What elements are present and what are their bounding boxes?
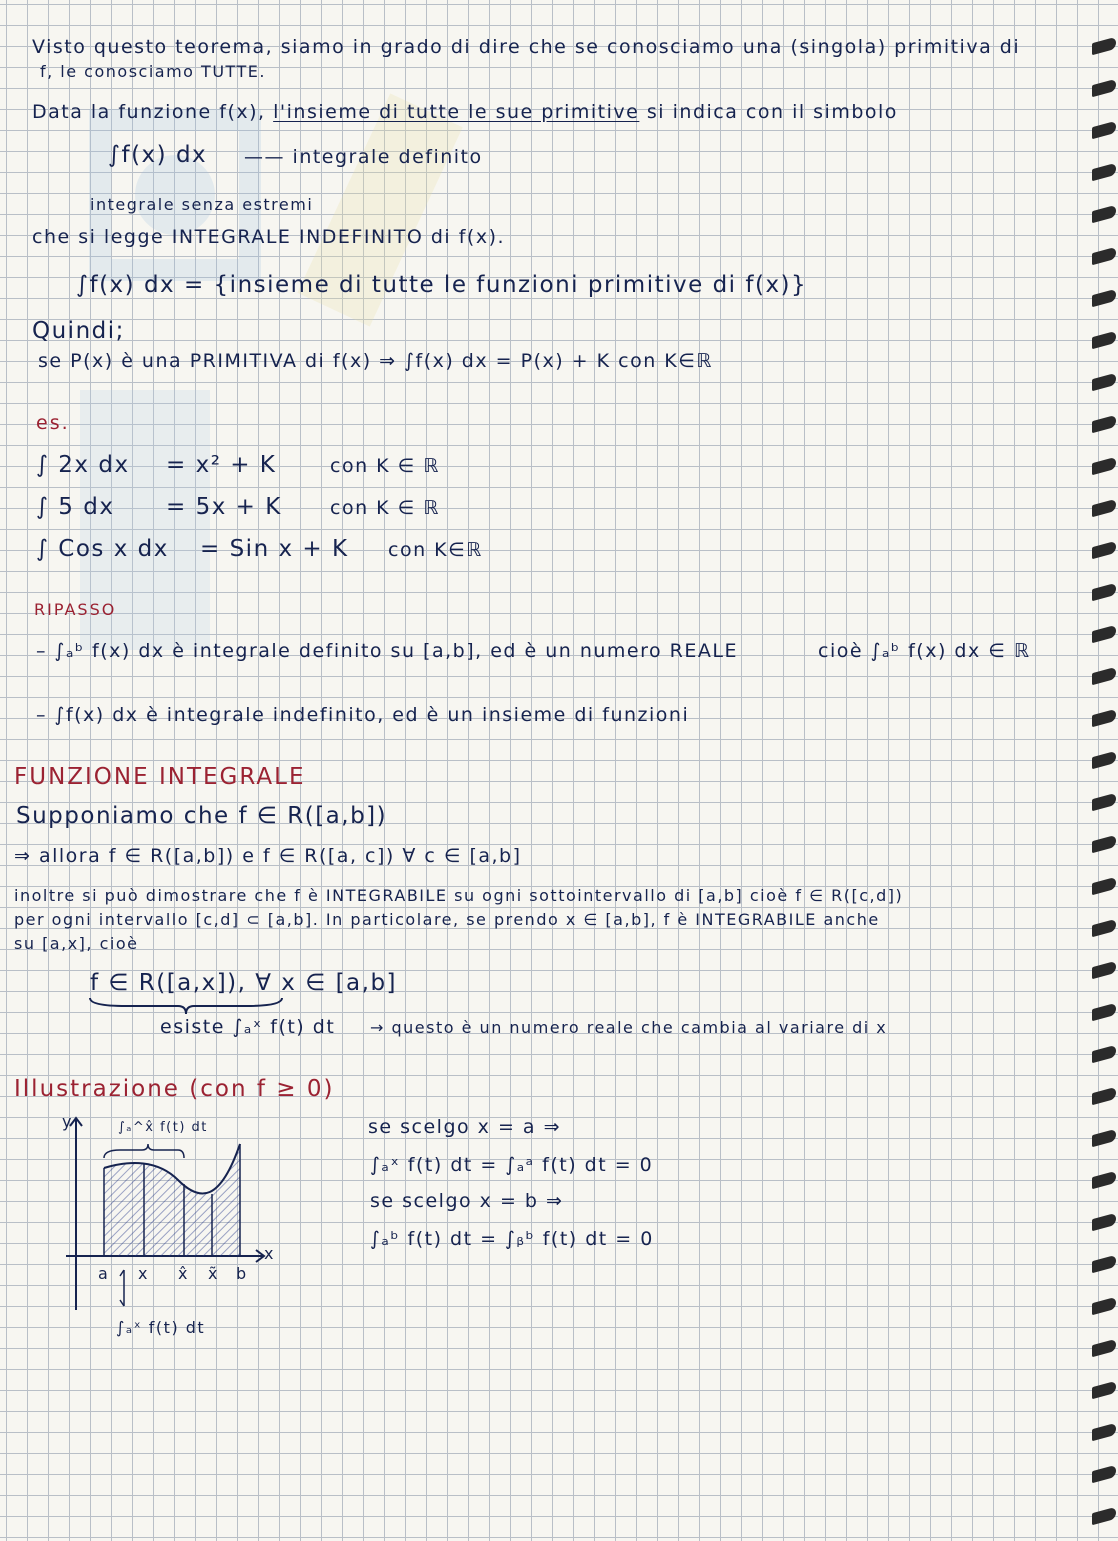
quindi-title: Quindi; [32, 318, 125, 344]
binding-ring [1092, 457, 1116, 475]
case-1-eq: ∫ₐˣ f(t) dt = ∫ₐᵃ f(t) dt = 0 [370, 1154, 654, 1176]
binding-ring [1092, 667, 1116, 685]
graph-top-label: ∫ₐ^x̂ f(t) dt [118, 1120, 208, 1135]
binding-ring [1092, 1045, 1116, 1063]
data-line [32, 101, 898, 123]
binding-ring [1092, 709, 1116, 727]
underbrace [86, 994, 286, 1016]
example-row-lhs: ∫ 5 dx [36, 494, 115, 520]
data-line-end: si indica con il simbolo [646, 101, 898, 123]
data-line-start: Data la funzione f(x), [32, 101, 266, 123]
graph-bottom-label: ∫ₐˣ f(t) dt [116, 1318, 206, 1337]
tick-b: b [236, 1264, 248, 1283]
theorem-line-2: f, le conosciamo TUTTE. [40, 62, 266, 81]
case-1-head: se scelgo x = a ⇒ [368, 1116, 562, 1138]
tick-x-hat: x̂ [178, 1264, 189, 1283]
tick-a: a [98, 1264, 110, 1283]
fi-line-3: inoltre si può dimostrare che f è INTEGRABILE su ogni sottointervallo di [a,b] cioè f ∈ R([c,d]) [14, 886, 904, 905]
illustrazione-title: Illustrazione (con f ≥ 0) [14, 1076, 335, 1102]
binding-ring [1092, 1465, 1116, 1483]
binding-ring [1092, 205, 1116, 223]
example-row-cond: con K ∈ ℝ [330, 455, 440, 477]
example-row-cond: con K ∈ ℝ [330, 497, 440, 519]
binding-ring [1092, 247, 1116, 265]
tick-x-tilde: x̃ [208, 1264, 219, 1283]
area-under-curve [104, 1144, 240, 1256]
binding-ring [1092, 79, 1116, 97]
ripasso-item-1: – ∫ₐᵇ f(x) dx è integrale definito su [a,b], ed è un numero REALE [36, 640, 738, 662]
set-definition: ∫f(x) dx = {insieme di tutte le funzioni primitive di f(x)} [76, 272, 808, 298]
ripasso-item-1-cont: cioè ∫ₐᵇ f(x) dx ∈ ℝ [818, 640, 1031, 662]
examples-label: es. [36, 412, 70, 434]
binding-ring [1092, 163, 1116, 181]
ripasso-title: RIPASSO [34, 600, 117, 619]
binding-ring [1092, 331, 1116, 349]
binding-ring [1092, 919, 1116, 937]
fi-line-5: su [a,x], cioè [14, 934, 139, 953]
binding-ring [1092, 289, 1116, 307]
binding-ring [1092, 1423, 1116, 1441]
binding-ring [1092, 541, 1116, 559]
binding-ring [1092, 1003, 1116, 1021]
area-graph [60, 1110, 300, 1350]
example-row-lhs: ∫ Cos x dx [36, 536, 169, 562]
fi-line-4: per ogni intervallo [c,d] ⊂ [a,b]. In particolare, se prendo x ∈ [a,b], f è INTEGRABILE anche [14, 910, 880, 929]
fi-line-1: Supponiamo che f ∈ R([a,b]) [16, 803, 388, 829]
binding-ring [1092, 835, 1116, 853]
binding-ring [1092, 1381, 1116, 1399]
graph-y-label: y [62, 1112, 73, 1131]
graph-x-label: x [264, 1244, 275, 1263]
binding-ring [1092, 499, 1116, 517]
example-row-rhs: = 5x + K [166, 494, 282, 520]
binding-ring [1092, 373, 1116, 391]
fi-line-6: f ∈ R([a,x]), ∀ x ∈ [a,b] [90, 970, 398, 996]
example-row-rhs: = Sin x + K [200, 536, 349, 562]
binding-ring [1092, 1129, 1116, 1147]
example-row-rhs: = x² + K [166, 452, 277, 478]
case-2-eq: ∫ₐᵇ f(t) dt = ∫ᵦᵇ f(t) dt = 0 [370, 1228, 654, 1250]
fi-line-7a: esiste ∫ₐˣ f(t) dt [160, 1016, 336, 1038]
binding-ring [1092, 1171, 1116, 1189]
symbol-sub-label: integrale senza estremi [90, 195, 314, 214]
example-row-lhs: ∫ 2x dx [36, 452, 130, 478]
binding-ring [1092, 751, 1116, 769]
example-row-cond: con K∈ℝ [388, 539, 483, 561]
binding-ring [1092, 121, 1116, 139]
theorem-line-1: Visto questo teorema, siamo in grado di dire che se conosciamo una (singola) primitiva di [32, 36, 1021, 58]
quindi-line: se P(x) è una PRIMITIVA di f(x) ⇒ ∫f(x) dx = P(x) + K con K∈ℝ [38, 350, 713, 372]
symbol-dash-label: —— integrale definito [244, 146, 483, 168]
indefinite-integral-symbol: ∫f(x) dx [108, 142, 208, 168]
binding-ring [1092, 1297, 1116, 1315]
binding-ring [1092, 1213, 1116, 1231]
binding-ring [1092, 583, 1116, 601]
case-2-head: se scelgo x = b ⇒ [370, 1190, 564, 1212]
binding-ring [1092, 793, 1116, 811]
fi-line-2: ⇒ allora f ∈ R([a,b]) e f ∈ R([a, c]) ∀ c ∈ [a,b] [14, 845, 522, 867]
binding-ring [1092, 1255, 1116, 1273]
binding-ring [1092, 1339, 1116, 1357]
binding-ring [1092, 1087, 1116, 1105]
binding-ring [1092, 415, 1116, 433]
ripasso-item-2: – ∫f(x) dx è integrale indefinito, ed è un insieme di funzioni [36, 704, 690, 726]
spiral-binding [1088, 0, 1118, 1541]
read-as-line: che si legge INTEGRALE INDEFINITO di f(x). [32, 226, 506, 248]
data-line-underlined: l'insieme di tutte le sue primitive [273, 101, 640, 123]
fi-line-7b: → questo è un numero reale che cambia al variare di x [370, 1018, 888, 1037]
binding-ring [1092, 37, 1116, 55]
binding-ring [1092, 961, 1116, 979]
binding-ring [1092, 625, 1116, 643]
tick-x: x [138, 1264, 149, 1283]
binding-ring [1092, 877, 1116, 895]
binding-ring [1092, 1507, 1116, 1525]
funzione-integrale-title: FUNZIONE INTEGRALE [14, 764, 306, 790]
